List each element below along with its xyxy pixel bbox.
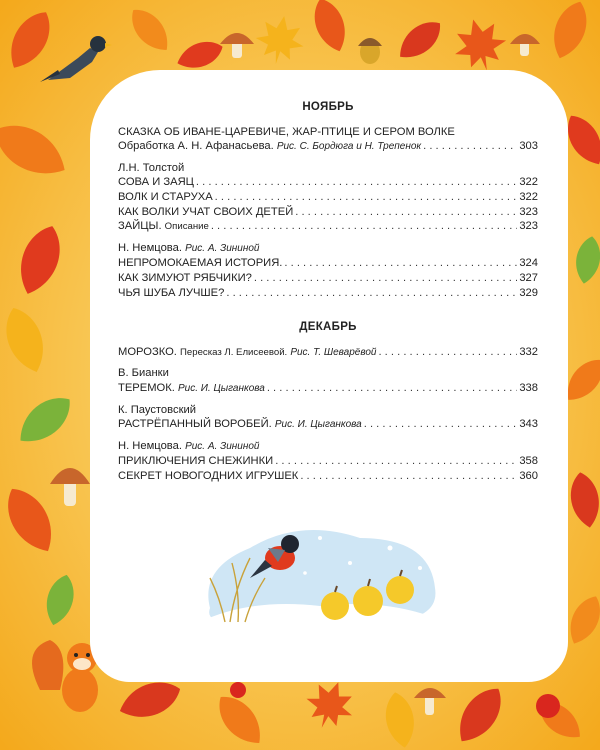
author-line (118, 241, 538, 257)
story-title: СОВА И ЗАЯЦ (118, 176, 194, 189)
story-title: СКАЗКА ОБ ИВАНЕ-ЦАРЕВИЧЕ, ЖАР-ПТИЦЕ И СЕРОМ ВОЛКЕ (118, 125, 455, 138)
toc-entry (118, 175, 538, 190)
story-title: РАСТРЁПАННЫЙ ВОРОБЕЙ. (118, 418, 272, 431)
page-number: 322 (519, 176, 538, 189)
illustrator-credit: Рис. А. Зининой (185, 242, 260, 254)
toc-entry (118, 125, 538, 140)
story-note: Описание (164, 221, 209, 233)
toc-entry (118, 190, 538, 205)
toc-entry (118, 417, 538, 433)
author-name: Н. Немцова. (118, 241, 182, 254)
story-title: ТЕРЕМОК. (118, 381, 175, 394)
author-line (118, 439, 538, 455)
illustrator-credit: Рис. Т. Шеварёвой (290, 346, 377, 358)
page-number: 360 (519, 469, 538, 482)
month-heading-december: ДЕКАБРЬ (299, 321, 357, 334)
author-name: Л.Н. Толстой (118, 161, 185, 174)
author-name: В. Бианки (118, 367, 169, 380)
toc-entry (118, 381, 538, 397)
illustrator-credit: Рис. А. Зининой (185, 440, 260, 452)
page-number: 329 (519, 286, 538, 299)
story-note: Пересказ Л. Елисеевой. (180, 346, 288, 358)
page-number: 327 (519, 271, 538, 284)
winter-illustration (190, 518, 450, 628)
author-name: К. Паустовский (118, 403, 196, 416)
toc-entry (118, 345, 538, 361)
toc-entry (118, 256, 538, 271)
toc-entry (118, 271, 538, 286)
illustrator-credit: Рис. С. Бордюга и Н. Трепенок (276, 141, 422, 153)
page-number: 303 (519, 140, 538, 153)
page-number: 323 (519, 220, 538, 233)
author-name: Н. Немцова. (118, 439, 182, 452)
page-number: 358 (519, 455, 538, 468)
page-number: 338 (519, 381, 538, 394)
toc-entry (118, 219, 538, 235)
toc-entry (118, 205, 538, 220)
page-number: 324 (519, 257, 538, 270)
story-title: ЗАЙЦЫ. (118, 220, 162, 233)
story-title: СЕКРЕТ НОВОГОДНИХ ИГРУШЕК (118, 469, 299, 482)
berry-icon (230, 682, 246, 698)
illustrator-credit: Рис. И. Цыганкова (274, 419, 362, 431)
page-number: 323 (519, 205, 538, 218)
story-title: ПРИКЛЮЧЕНИЯ СНЕЖИНКИ (118, 455, 274, 468)
toc-entry (118, 454, 538, 469)
page-number: 322 (519, 190, 538, 203)
apple-icon (536, 694, 560, 718)
month-heading-november: НОЯБРЬ (302, 101, 354, 113)
page-number: 343 (519, 418, 538, 431)
story-title: ВОЛК И СТАРУХА (118, 190, 213, 203)
credit-text: Обработка А. Н. Афанасьева. (118, 140, 274, 153)
toc-entry (118, 139, 538, 155)
page-number: 332 (519, 345, 538, 358)
story-title: КАК ЗИМУЮТ РЯБЧИКИ? (118, 271, 252, 284)
toc-entry (118, 286, 538, 301)
story-title: НЕПРОМОКАЕМАЯ ИСТОРИЯ. (118, 257, 283, 270)
toc-entry (118, 469, 538, 484)
table-of-contents (118, 100, 538, 483)
story-title: МОРОЗКО. (118, 345, 177, 358)
story-title: КАК ВОЛКИ УЧАТ СВОИХ ДЕТЕЙ (118, 205, 294, 218)
story-title: ЧЬЯ ШУБА ЛУЧШЕ? (118, 286, 225, 299)
illustrator-credit: Рис. И. Цыганкова (177, 382, 265, 394)
